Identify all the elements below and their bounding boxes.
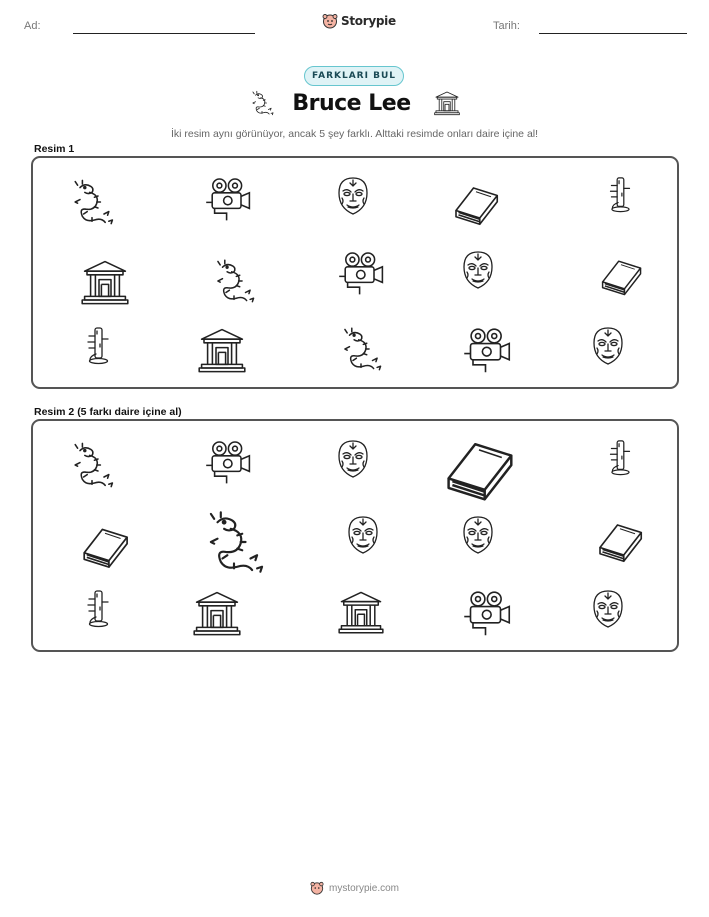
picture2-panel — [31, 419, 679, 652]
name-line[interactable] — [73, 33, 255, 34]
date-line[interactable] — [539, 33, 687, 34]
picture1-label: Resim 1 — [34, 143, 75, 155]
film-camera-icon[interactable] — [205, 439, 253, 487]
opera-mask-icon[interactable] — [458, 515, 498, 555]
title-row — [0, 90, 709, 116]
opera-mask-icon[interactable] — [588, 326, 628, 366]
footer-site: mystorypie.com — [328, 882, 399, 894]
book-icon[interactable] — [79, 519, 131, 571]
instructions: İki resim aynı görünüyor, ancak 5 şey farklı. Alttaki resimde onları daire içine al! — [170, 128, 539, 140]
storypie-mascot-icon — [322, 13, 338, 29]
temple-icon[interactable] — [338, 589, 384, 635]
book-icon[interactable] — [598, 252, 644, 298]
footer — [0, 881, 709, 895]
wooden-dummy-icon[interactable] — [78, 589, 118, 629]
storypie-mascot-icon — [310, 881, 324, 895]
activity-badge: FARKLARI BUL — [304, 66, 404, 86]
dragon-icon[interactable] — [68, 441, 116, 489]
opera-mask-icon[interactable] — [343, 515, 383, 555]
temple-icon[interactable] — [193, 589, 241, 637]
film-camera-icon[interactable] — [463, 589, 513, 639]
film-camera-icon[interactable] — [463, 326, 513, 376]
opera-mask-icon[interactable] — [333, 176, 373, 216]
page-title: Bruce Lee — [292, 90, 411, 116]
opera-mask-icon[interactable] — [458, 250, 498, 290]
film-camera-icon[interactable] — [205, 176, 253, 224]
book-icon[interactable] — [451, 178, 501, 228]
dragon-icon[interactable] — [211, 258, 257, 304]
book-icon[interactable] — [595, 515, 645, 565]
opera-mask-icon[interactable] — [333, 439, 373, 479]
brand-logo — [322, 13, 396, 29]
film-camera-icon[interactable] — [338, 250, 386, 298]
temple-icon — [433, 90, 461, 116]
brand-name: Storypie — [341, 14, 396, 28]
opera-mask-icon[interactable] — [588, 589, 628, 629]
dragon-icon[interactable] — [68, 178, 116, 226]
picture1-panel — [31, 156, 679, 389]
temple-icon[interactable] — [81, 258, 129, 306]
name-label: Ad: — [24, 20, 41, 32]
wooden-dummy-icon[interactable] — [601, 176, 639, 214]
date-label: Tarih: — [493, 20, 520, 32]
wooden-dummy-icon[interactable] — [601, 439, 639, 477]
temple-icon[interactable] — [198, 326, 246, 374]
dragon-icon[interactable] — [201, 509, 267, 575]
dragon-icon — [248, 90, 276, 116]
dragon-icon[interactable] — [338, 326, 384, 372]
book-icon[interactable] — [441, 429, 517, 505]
wooden-dummy-icon[interactable] — [78, 326, 118, 366]
picture2-label: Resim 2 (5 farkı daire içine al) — [34, 406, 182, 418]
